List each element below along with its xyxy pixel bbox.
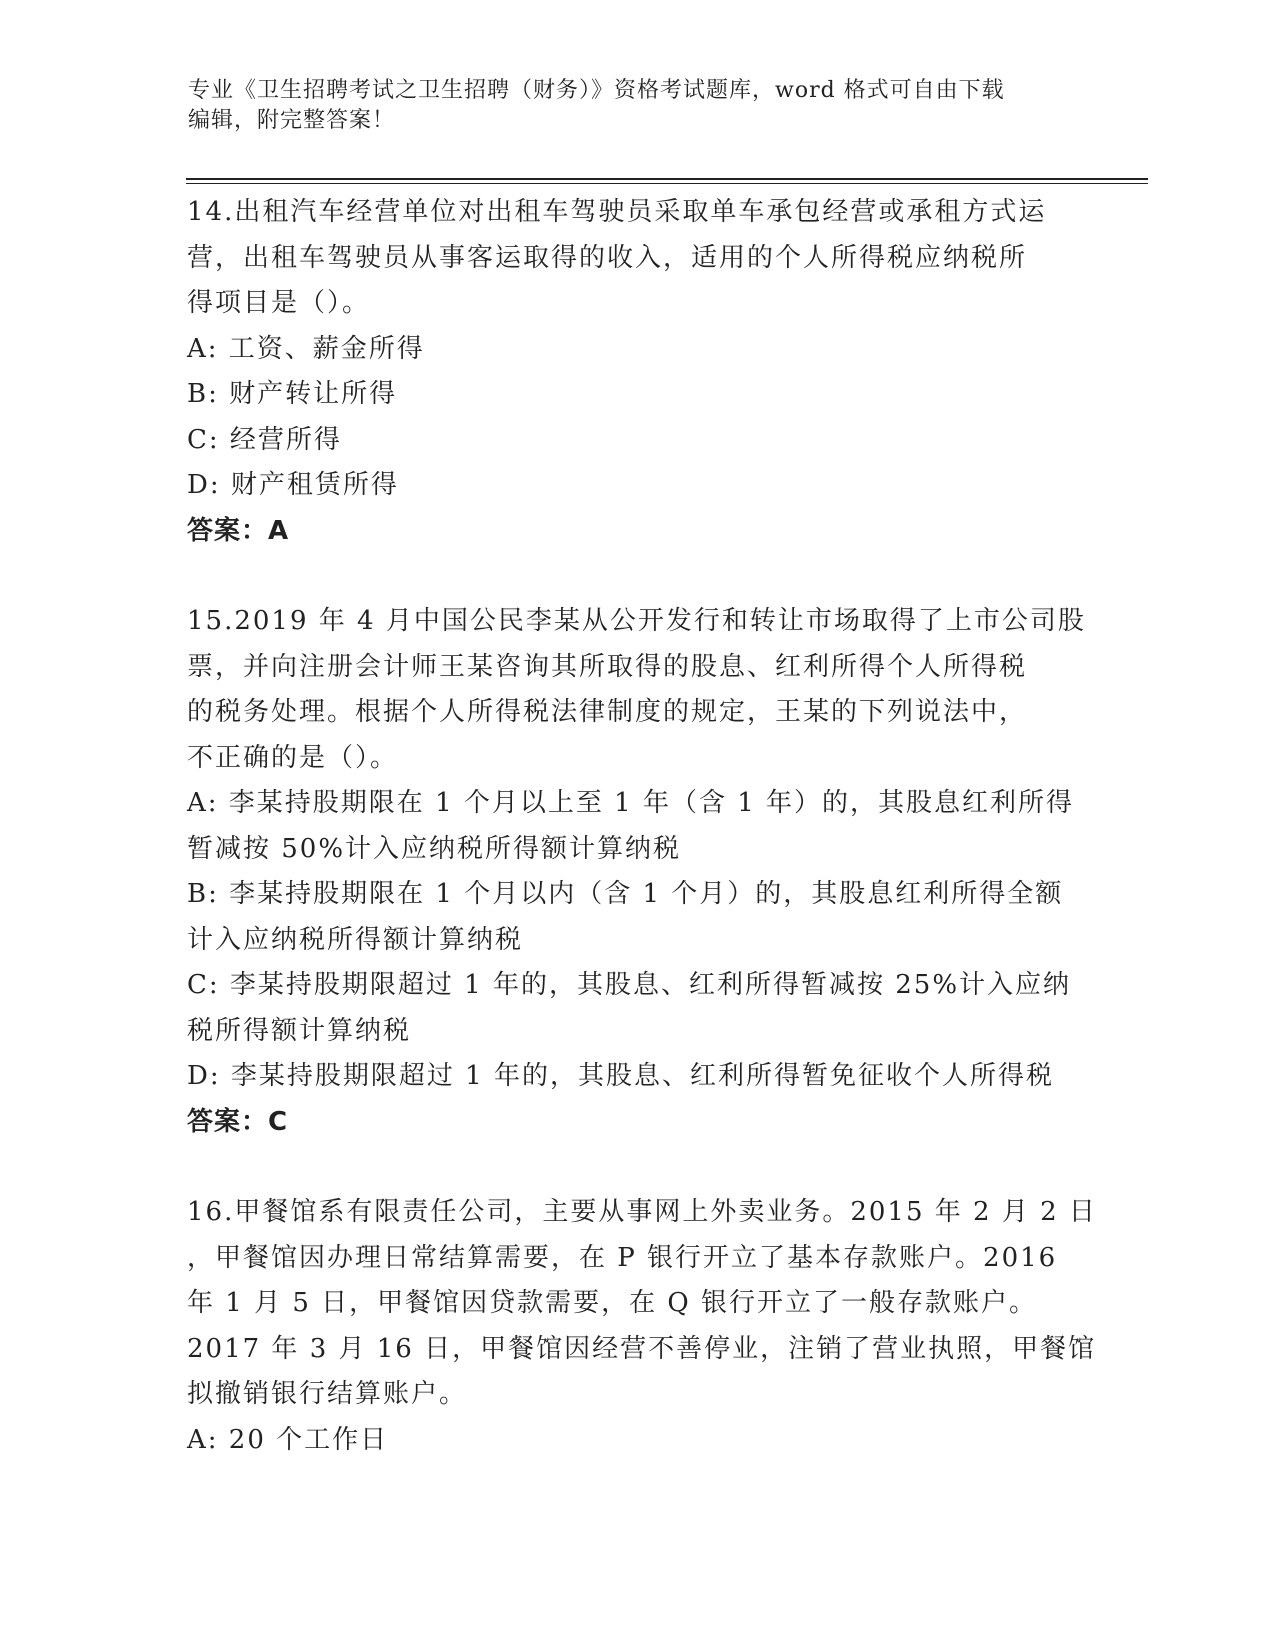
document-header	[188, 76, 1088, 136]
question-stem-line: 不正确的是（）。	[187, 742, 399, 773]
question-14	[187, 190, 1087, 554]
option-b: B: 李某持股期限在 1 个月以内（含 1 个月）的，其股息红利所得全额	[187, 879, 1064, 909]
answer-label: 答案：C	[187, 1106, 289, 1137]
question-stem-line: ，甲餐馆因办理日常结算需要，在 P 银行开立了基本存款账户。2016	[187, 1242, 1058, 1273]
option-d: D: 财产租赁所得	[187, 470, 399, 500]
option-d: D: 李某持股期限超过 1 年的，其股息、红利所得暂免征收个人所得税	[187, 1061, 1054, 1091]
header-divider-thin	[186, 183, 1148, 184]
question-stem-line: 14.出租汽车经营单位对出租车驾驶员采取单车承包经营或承租方式运	[187, 197, 1047, 227]
question-stem-line: 2017 年 3 月 16 日，甲餐馆因经营不善停业，注销了营业执照，甲餐馆	[187, 1333, 1097, 1364]
option-b: B: 财产转让所得	[187, 379, 398, 409]
question-stem-line: 票，并向注册会计师王某咨询其所取得的股息、红利所得个人所得税	[187, 651, 1028, 682]
answer-label: 答案：A	[187, 515, 290, 546]
header-line-2: 编辑，附完整答案！	[188, 108, 396, 133]
option-a: A: 工资、薪金所得	[187, 333, 425, 364]
question-stem-line: 16.甲餐馆系有限责任公司，主要从事网上外卖业务。2015 年 2 月 2 日	[187, 1197, 1097, 1227]
option-c: C: 经营所得	[187, 424, 342, 455]
question-16	[187, 1190, 1097, 1463]
option-b-continued: 计入应纳税所得额计算纳税	[187, 924, 524, 955]
question-stem-line: 15.2019 年 4 月中国公民李某从公开发行和转让市场取得了上市公司股	[187, 606, 1086, 636]
question-stem-line: 营，出租车驾驶员从事客运取得的收入，适用的个人所得税应纳税所	[187, 242, 1028, 273]
question-stem-line: 的税务处理。根据个人所得税法律制度的规定，王某的下列说法中，	[187, 697, 1028, 727]
question-15	[187, 599, 1087, 1145]
question-spacer	[187, 554, 1087, 599]
option-c: C: 李某持股期限超过 1 年的，其股息、红利所得暂减按 25%计入应纳	[187, 970, 1072, 1000]
option-a: A: 李某持股期限在 1 个月以上至 1 年（含 1 年）的，其股息红利所得	[187, 788, 1075, 818]
option-a-continued: 暂减按 50%计入应纳税所得额计算纳税	[187, 833, 682, 864]
question-stem-line: 拟撤销银行结算账户。	[187, 1379, 468, 1409]
header-line-1: 专业《卫生招聘考试之卫生招聘（财务）》资格考试题库，word 格式可自由下载	[188, 78, 1005, 103]
question-stem-line: 得项目是（）。	[187, 288, 371, 318]
question-stem-line: 年 1 月 5 日，甲餐馆因贷款需要，在 Q 银行开立了一般存款账户。	[187, 1288, 1037, 1318]
question-spacer	[187, 1145, 1087, 1190]
option-c-continued: 税所得额计算纳税	[187, 1015, 412, 1046]
header-divider	[186, 178, 1148, 180]
question-list	[187, 190, 1097, 1463]
option-a: A: 20 个工作日	[187, 1424, 389, 1455]
